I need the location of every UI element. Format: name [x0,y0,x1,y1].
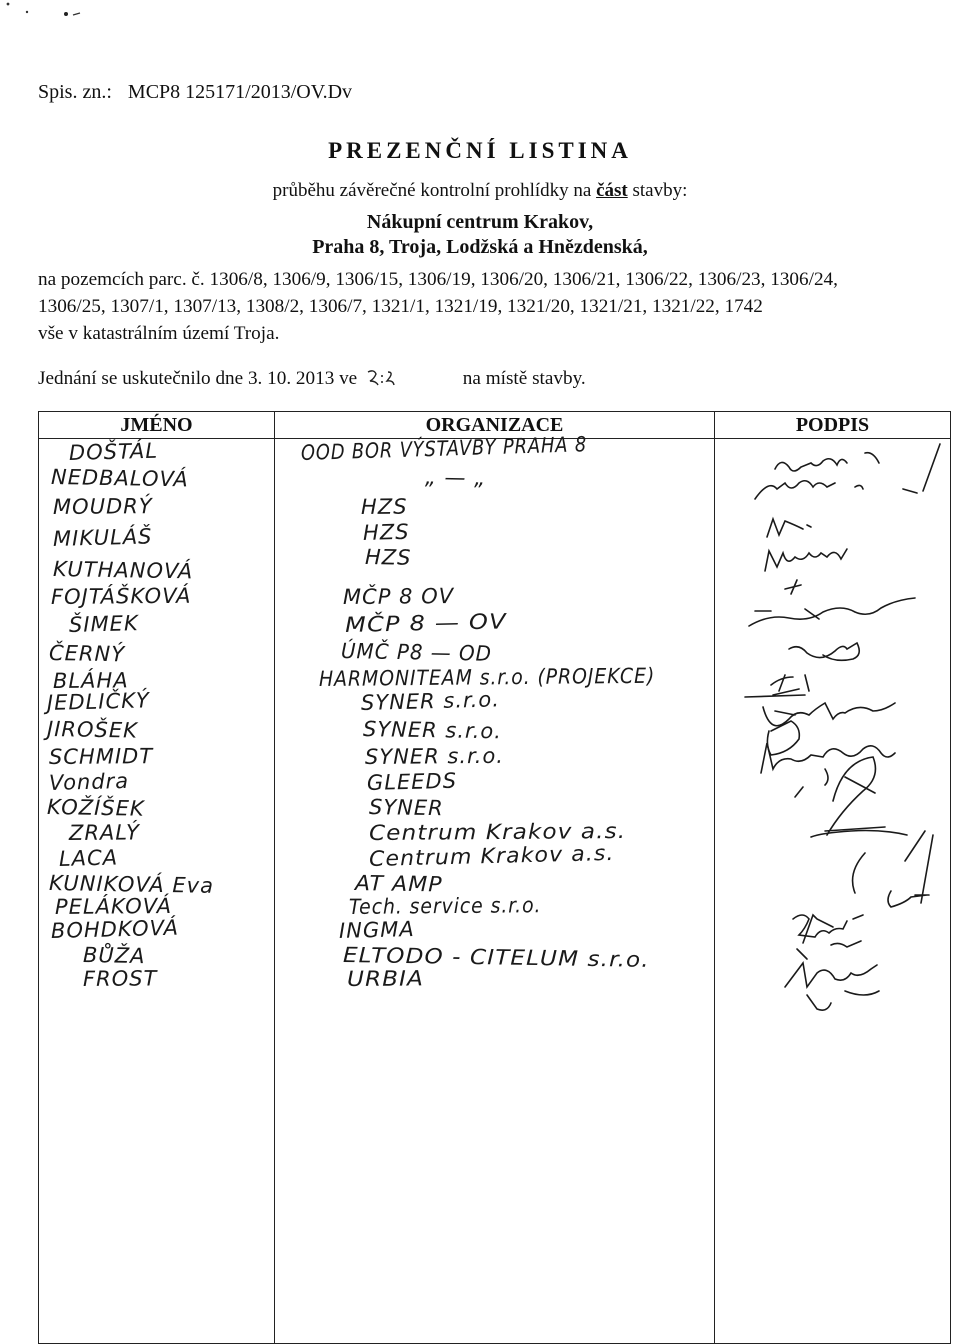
attendee-name-4: MIKULÁŠ [52,524,153,551]
attendee-organization-16: Centrum Krakov a.s. [368,840,615,871]
names-column [39,439,275,1344]
attendee-organization-6: MČP 8 OV [342,584,455,609]
attendee-organization-11: SYNER s.r.o. [362,717,503,744]
attendee-name-12: SCHMIDT [48,744,154,769]
subtitle-before: průběhu závěrečné kontrolní prohlídky na [272,180,597,201]
attendee-name-8: ČERNÝ [48,641,126,667]
attendee-name-5: KUTHANOVÁ [52,557,194,584]
attendee-organization-12: SYNER s.r.o. [364,743,505,769]
scan-specks [0,0,120,40]
attendee-organization-4: HZS [362,519,410,545]
object-line-2: Praha 8, Troja, Lodžská a Hnězdenská, [312,236,648,258]
organizations-column [275,432,715,1344]
attendee-name-9: BLÁHA [52,668,129,693]
attendee-organization-5: HZS [364,545,412,570]
attendee-organization-7: MČP 8 — OV [344,609,508,637]
object-line-1: Nákupní centrum Krakov, [366,211,594,233]
attendee-organization-14: SYNER [368,795,444,821]
attendee-organization-1: OOD BOR VÝSTAVBY PRAHA 8 [300,432,588,465]
meeting-place: na místě stavby. [462,368,586,389]
attendee-name-3: MOUDRÝ [52,494,153,519]
subtitle-underlined: část [596,180,628,201]
attendee-name-6: FOJTÁŠKOVÁ [50,583,192,609]
attendee-name-1: DOŠTÁL [68,438,159,465]
parcel-list [38,266,960,347]
signatures-column [715,439,951,1344]
attendee-organization-18: Tech. service s.r.o. [348,893,542,919]
attendee-organization-9: HARMONITEAM s.r.o. (PROJEKCE) [318,663,656,691]
case-number [38,81,352,104]
attendee-name-19: BOHDKOVÁ [50,915,180,943]
attendee-name-18: PELÁKOVÁ [54,893,173,919]
attendee-name-14: KOŽÍŠEK [46,795,145,821]
attendee-organization-2: „ — „ [424,465,487,491]
attendee-organization-13: GLEEDS [366,768,458,795]
attendee-name-13: Vondra [48,768,130,795]
header-signature: PODPIS [715,412,951,439]
meeting-date-text: Jednání se uskutečnilo dne 3. 10. 2013 ve [38,368,358,389]
attendee-organization-3: HZS [360,494,408,519]
attendee-name-2: NEDBALOVÁ [50,465,190,492]
attendee-name-21: FROST [82,966,158,991]
attendee-name-16: LACA [58,845,119,871]
header-organization: ORGANIZACE [275,412,715,439]
attendee-name-20: BŮŽA [82,943,146,969]
handwritten-signatures [715,439,951,1343]
parcel-line-2: 1306/25, 1307/1, 1307/13, 1308/2, 1306/7, 1321/1, 1321/19, 1321/20, 1321/21, 1321/22, 1742 [38,296,763,317]
attendee-name-11: JIROŠEK [46,717,139,743]
parcel-line-1: na pozemcích parc. č. 1306/8, 1306/9, 1306/15, 1306/19, 1306/20, 1306/21, 1306/22, 1306/23, 1306/24, [38,269,838,290]
meeting-info [38,366,586,390]
attendance-table [38,411,951,1344]
case-number-label: Spis. zn.: [38,81,112,103]
attendee-name-10: JEDLIČKÝ [46,688,151,715]
attendee-organization-19: INGMA [338,917,415,943]
header-name: JMÉNO [39,412,275,439]
attendee-organization-21: URBIA [346,966,425,991]
document-subtitle [0,180,960,202]
attendee-organization-10: SYNER s.r.o. [360,687,501,715]
attendee-organization-15: Centrum Krakov a.s. [368,818,627,845]
attendee-name-15: ZRALÝ [68,820,140,845]
attendee-organization-17: AT AMP [354,871,443,897]
parcel-line-3: vše v katastrálním území Troja. [38,323,280,344]
attendee-name-17: KUNIKOVÁ Eva [48,871,215,898]
attendee-name-7: ŠIMEK [68,611,139,637]
case-number-value: MCP8 125171/2013/OV.Dv [127,81,353,103]
attendee-organization-8: ÚMČ P8 — OD [340,639,493,666]
attendee-organization-20: ELTODO - CITELUM s.r.o. [342,943,650,972]
handwritten-time [362,366,422,390]
subtitle-after: stavby: [627,180,688,201]
document-title: PREZENČNÍ LISTINA [328,138,632,163]
